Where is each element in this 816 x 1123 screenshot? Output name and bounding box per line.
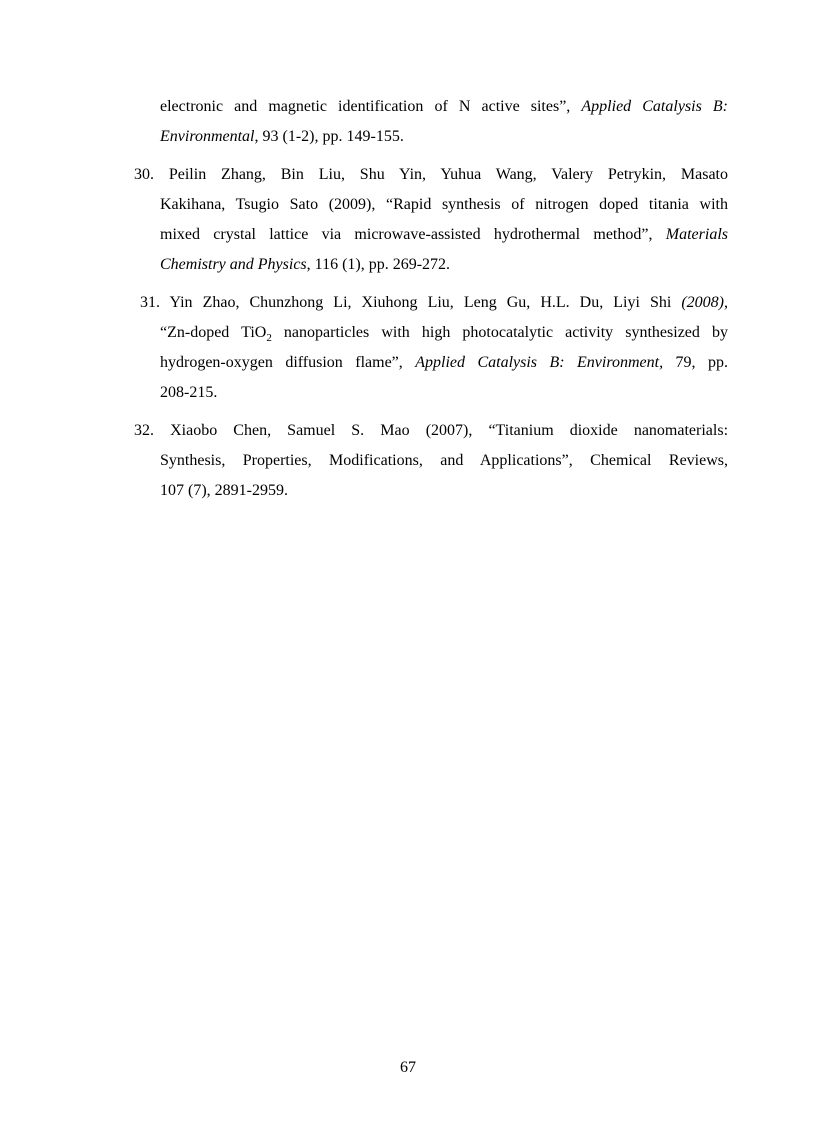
reference-line: electronic and magnetic identification of N active sites”, Applied Catalysis B: (160, 98, 728, 115)
reference-line: Chemistry and Physics, 116 (1), pp. 269-272. (160, 256, 451, 273)
journal-name: Applied Catalysis B: Environment, (415, 354, 664, 371)
journal-name: Chemistry and Physics (160, 256, 307, 273)
subscript: 2 (266, 332, 272, 344)
reference-31 (134, 288, 728, 408)
reference-30 (134, 160, 728, 280)
reference-line: “Zn-doped TiO$_2$ nanoparticles with high photocatalytic activity synthesized by (160, 324, 728, 344)
reference-line: 32. Xiaobo Chen, Samuel S. Mao (2007), “Titanium dioxide nanomaterials: (134, 422, 729, 439)
reference-line: Kakihana, Tsugio Sato (2009), “Rapid synthesis of nitrogen doped titania with (160, 196, 728, 213)
reference-line: 208-215. (160, 384, 218, 401)
reference-line: 31. Yin Zhao, Chunzhong Li, Xiuhong Liu, Leng Gu, H.L. Du, Liyi Shi (2008), (140, 294, 728, 311)
journal-name: Applied Catalysis B: (581, 98, 728, 115)
journal-name: Environmental (160, 128, 255, 145)
reference-line: Synthesis, Properties, Modifications, and Applications”, Chemical Reviews, (160, 452, 728, 469)
reference-number: 30. (134, 166, 154, 183)
reference-line: Environmental, 93 (1-2), pp. 149-155. (160, 128, 404, 145)
reference-line: 107 (7), 2891-2959. (160, 482, 288, 499)
reference-line: hydrogen-oxygen diffusion flame”, Applied Catalysis B: Environment, 79, pp. (160, 354, 729, 371)
reference-line: mixed crystal lattice via microwave-assisted hydrothermal method”, Materials (160, 226, 728, 243)
journal-name: Materials (665, 226, 728, 243)
publication-year: (2008) (681, 294, 724, 311)
reference-number: 31. (140, 294, 160, 311)
reference-number: 32. (134, 422, 154, 439)
reference-32 (134, 416, 728, 506)
reference-continued (134, 92, 728, 152)
reference-line: 30. Peilin Zhang, Bin Liu, Shu Yin, Yuhua Wang, Valery Petrykin, Masato (134, 166, 729, 183)
page-number: 67 (400, 1059, 416, 1076)
